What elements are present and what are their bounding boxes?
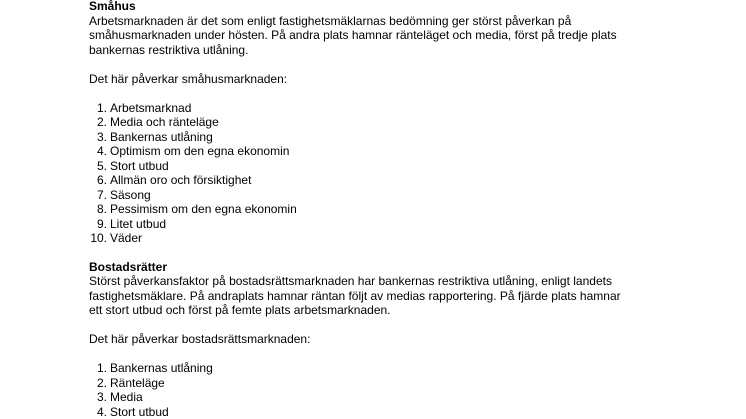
list-item-number: 7. (96, 187, 107, 202)
bostadsratter-heading: Bostadsrätter (89, 259, 168, 274)
list-item (89, 376, 689, 391)
list-item-number: 6. (96, 173, 107, 187)
bostadsratter-list-intro: Det här påverkar bostadsrättsmarknaden: (89, 332, 311, 346)
list-item (89, 188, 689, 203)
list-item-label: Optimism om den egna ekonomin (110, 144, 290, 158)
bostadsratter-paragraph-line: ett stort utbud och först på femte plats arbetsmarknaden. (89, 303, 391, 317)
smahus-factor-list (89, 101, 689, 246)
list-item-label: Media (110, 390, 143, 404)
list-item-label: Stort utbud (110, 158, 169, 173)
smahus-heading: Småhus (89, 0, 136, 13)
list-item-label: Stort utbud (110, 404, 169, 419)
list-item (89, 115, 689, 130)
list-item-number: 4. (96, 404, 107, 419)
list-item-number: 3. (96, 129, 107, 144)
list-item-number: 9. (96, 216, 107, 231)
list-item (89, 361, 689, 376)
smahus-section (89, 0, 689, 246)
list-item (89, 159, 689, 174)
list-item-number: 1. (96, 100, 107, 115)
bostadsratter-paragraph-line: Störst påverkansfaktor på bostadsrättsmarknaden har bankernas restriktiva utlåning, enligt landets (89, 274, 612, 288)
list-item-number: 3. (96, 390, 107, 404)
smahus-paragraph (89, 14, 689, 58)
bostadsratter-factor-list (89, 361, 689, 419)
list-item-number: 5. (96, 158, 107, 173)
list-item-label: Allmän oro och försiktighet (110, 173, 252, 187)
list-item-label: Väder (110, 231, 143, 245)
list-item-number: 4. (96, 144, 107, 158)
bostadsratter-section (89, 253, 689, 419)
list-item (89, 231, 689, 246)
smahus-paragraph-line: bankernas restriktiva utlåning. (89, 42, 249, 57)
list-item (89, 390, 689, 405)
list-item (89, 405, 689, 419)
list-item-label: Pessimism om den egna ekonomin (110, 202, 297, 216)
bostadsratter-paragraph-line: fastighetsmäklare. På andraplats hamnar räntan följt av medias rapportering. På fjärde plats hamnar (89, 288, 621, 303)
list-item (89, 101, 689, 116)
list-item-number: 2. (96, 115, 107, 129)
list-item (89, 202, 689, 217)
smahus-list-intro: Det här påverkar småhusmarknaden: (89, 71, 288, 86)
list-item (89, 144, 689, 159)
list-item-number: 8. (96, 202, 107, 216)
list-item (89, 173, 689, 188)
smahus-paragraph-line: småhusmarknaden under hösten. På andra plats hamnar ränteläget och media, först på tredje plats (89, 28, 617, 42)
list-item-label: Litet utbud (110, 216, 167, 231)
list-item-label: Bankernas utlåning (110, 361, 213, 375)
list-item-label: Media och ränteläge (110, 115, 219, 129)
list-item-number: 2. (96, 375, 107, 390)
smahus-paragraph-line: Arbetsmarknaden är det som enligt fastighetsmäklarnas bedömning ger störst påverkan på (89, 13, 572, 28)
bostadsratter-paragraph (89, 274, 689, 318)
list-item-label: Bankernas utlåning (110, 129, 213, 144)
list-item-number: 10. (90, 231, 107, 245)
list-item-label: Ränteläge (110, 375, 165, 390)
list-item-number: 1. (96, 361, 107, 375)
list-item-label: Säsong (110, 187, 151, 202)
list-item (89, 130, 689, 145)
document-page (89, 0, 689, 419)
list-item-label: Arbetsmarknad (110, 100, 192, 115)
list-item (89, 217, 689, 232)
